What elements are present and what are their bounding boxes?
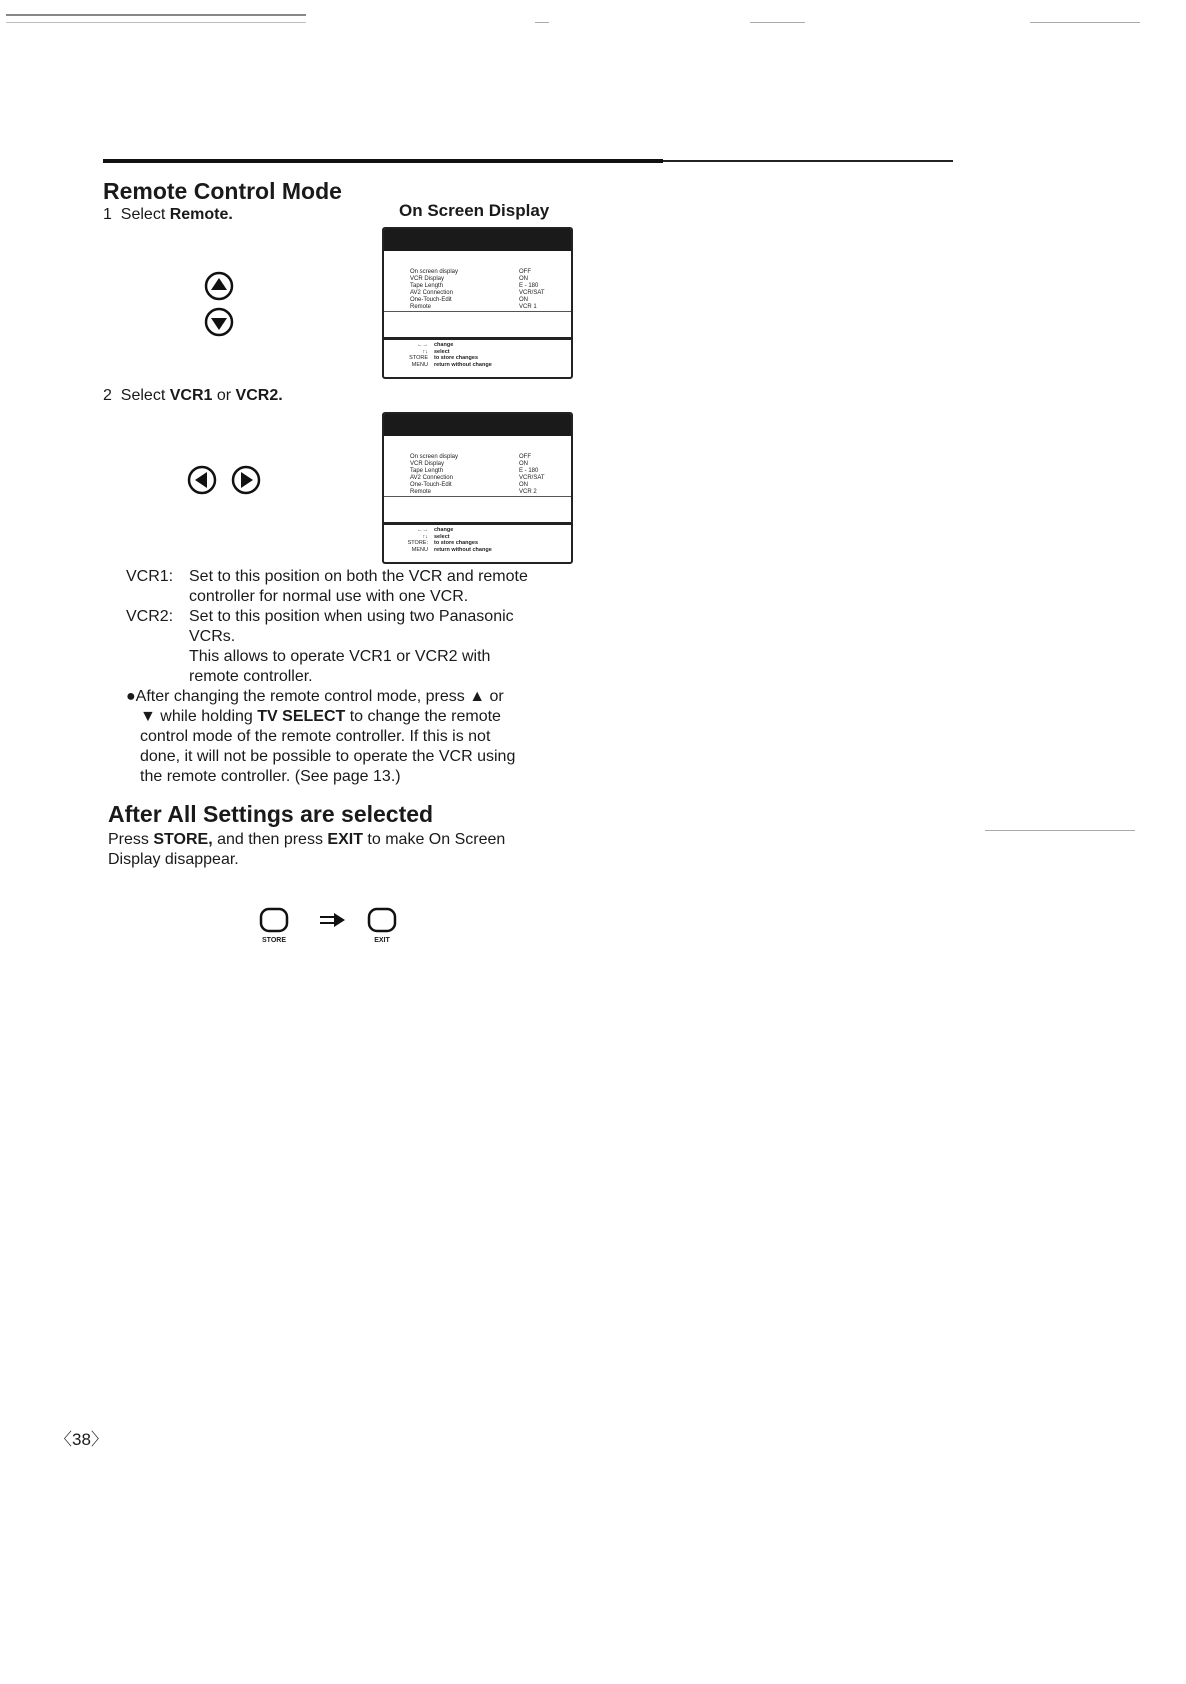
osd-row: VCR Display [410,461,445,467]
scan-speck [750,22,805,23]
after-settings-text [108,830,588,870]
step-text: Select [120,387,166,404]
step-bold: VCR2. [235,387,283,404]
legend-desc: to store changes [434,355,479,361]
store-caption: STORE [262,937,286,944]
osd-row: One-Touch-Edit [410,482,452,488]
definition-term: VCR2: [126,608,174,625]
definition-term: VCR1: [126,568,174,585]
osd-row: Remote [410,304,432,310]
step-number: 2 [103,387,112,404]
store-button-icon [258,906,290,934]
definition-line: remote controller. [189,668,313,685]
definition-list [126,567,586,685]
definition-line: This allows to operate VCR1 or VCR2 with [189,648,491,665]
note-text: while holding [160,708,253,725]
osd-row: Tape Length [410,283,444,289]
note-text: ●After changing the remote control mode, press [126,688,465,705]
osd-row: VCR Display [410,276,445,282]
exit-button-icon [366,906,398,934]
osd-value: E - 180 [519,283,539,289]
legend-desc: return without change [434,361,492,368]
legend-desc: select [434,533,450,540]
osd-screen-2 [382,412,573,564]
scan-artifact-lines [6,14,306,23]
osd-menu-labels [410,454,458,496]
osd-row: Remote [410,489,432,495]
osd-value: VCR/SAT [519,475,545,481]
osd-value: ON [519,461,528,467]
legend-key: STORE: [407,540,428,546]
note-text: done, it will not be possible to operate the VCR using [140,748,516,765]
legend-key: ↑↓ [422,348,428,355]
osd-value: ON [519,482,528,488]
osd-heading: On Screen Display [399,201,550,220]
scan-speck [985,830,1135,831]
note-text: or [489,688,504,705]
legend-key: STORE [409,355,428,361]
scan-speck [1030,22,1140,23]
osd-selection-line [384,311,571,312]
osd-legend [402,527,492,553]
after-bold: EXIT [327,831,363,848]
osd-value: ON [519,276,528,282]
osd-menu-labels [410,269,458,311]
header-rule-thick [103,159,663,163]
osd-divider [384,337,571,340]
down-arrow-circle-icon [203,306,235,338]
legend-desc: return without change [434,546,492,553]
legend-key: ↑↓ [422,533,428,540]
step-text: or [216,387,232,404]
osd-screen-1 [382,227,573,379]
osd-value: OFF [519,454,531,460]
after-text: Display disappear. [108,851,239,868]
exit-caption: EXIT [374,937,390,944]
right-arrow-circle-icon [230,464,262,496]
osd-menu-values [519,269,545,311]
osd-row: On screen display [410,454,459,460]
note-paragraph [126,687,596,787]
step-number: 1 [103,206,112,223]
osd-divider [384,522,571,525]
page-number: 〈38〉 [55,1430,108,1449]
step-2 [103,387,283,405]
osd-row: AV2 Connection [410,475,453,481]
step-1 [103,206,233,224]
osd-row: Tape Length [410,468,444,474]
definition-desc [189,567,528,607]
note-text: to change the remote [349,708,501,725]
legend-desc: change [434,342,454,348]
note-bold: TV SELECT [257,708,346,725]
definition-line: controller for normal use with one VCR. [189,588,469,605]
definition-line: VCRs. [189,628,236,645]
note-text: control mode of the remote controller. If this is not [140,728,491,745]
after-settings-title: After All Settings are selected [108,801,434,827]
legend-desc: to store changes [434,540,479,546]
scan-speck [535,22,549,23]
legend-key: MENU [411,546,428,553]
osd-row: On screen display [410,269,459,275]
definition-line: Set to this position when using two Panasonic [189,608,514,625]
osd-legend [402,342,492,368]
osd-value: OFF [519,269,531,275]
osd-value: VCR 2 [519,489,537,495]
left-arrow-circle-icon [186,464,218,496]
step-text: Select [120,206,166,223]
up-arrow-circle-icon [203,270,235,302]
osd-value: ON [519,297,528,303]
legend-desc: change [434,527,454,533]
section-title: Remote Control Mode [103,178,342,204]
osd-value: VCR 1 [519,304,537,310]
after-bold: STORE, [153,831,213,848]
osd-row: AV2 Connection [410,290,453,296]
legend-key: ←→ [417,527,428,533]
osd-title-bar [384,414,571,436]
osd-selection-line [384,496,571,497]
legend-key: ←→ [417,342,428,348]
legend-desc: select [434,348,450,355]
note-text: the remote controller. (See page 13.) [140,768,401,785]
osd-row: One-Touch-Edit [410,297,452,303]
down-triangle-icon: ▼ [140,708,156,725]
osd-title-bar [384,229,571,251]
definition-desc [189,607,514,687]
definition-line: Set to this position on both the VCR and remote [189,568,528,585]
legend-key: MENU [411,361,428,368]
after-text: to make On Screen [367,831,506,848]
step-bold: Remote. [169,206,233,223]
step-bold: VCR1 [169,387,213,404]
arrow-right-icon [318,912,346,928]
osd-value: E - 180 [519,468,539,474]
after-text: Press [108,831,149,848]
after-text: and then press [217,831,323,848]
up-triangle-icon: ▲ [469,688,486,705]
osd-value: VCR/SAT [519,290,545,296]
osd-menu-values [519,454,545,496]
